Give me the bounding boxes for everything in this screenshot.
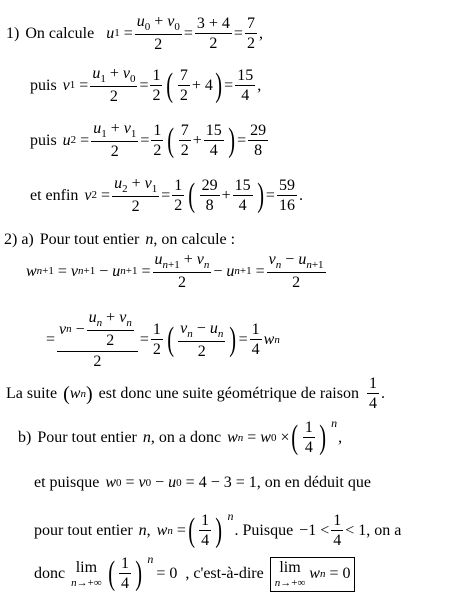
boxed-limit-result: lim n→+∞ w n = 0 (270, 557, 356, 592)
u2-equation: u 2 = $\frac{u_1 + v_1}{2}$ = $\frac{1}{2}$ ( $\frac{7}{2}$ + $\frac{15}{4}$ ) = $\frac{29}{8}$ (62, 120, 267, 160)
pour-tout-entier-text-2: Pour tout entier (37, 429, 137, 446)
puisque-text: . Puisque (234, 522, 294, 539)
line-et-puisque (0, 475, 371, 491)
et-enfin-text: et enfin (30, 186, 79, 204)
line-2b (0, 416, 343, 456)
line-wn1 (0, 252, 328, 291)
wn1-equation: w n+1 = v n+1 − u n+1 = $\frac{u_{n+1} + v_n}{2}$ − u n+1 = $\frac{v_n - u_{n+1}}{2}$ (26, 251, 324, 291)
n-variable-3: n (138, 522, 147, 539)
line-wn1-continued (0, 310, 280, 370)
n-variable: n (145, 231, 154, 248)
v1-equation: v 1 = $\frac{u_1 + v_0}{2}$ = $\frac{1}{2}$ ( $\frac{7}{2}$ + 4 ) = $\frac{15}{4}$ , (62, 65, 262, 105)
line-pour-tout: pour tout entier n , w n = ( $\frac{1}{4}$ ) n . Puisque −1 < $\frac{1}{4}$ < 1 , on a (34, 509, 402, 549)
part-2b-label: b) (18, 429, 32, 446)
pour-tout-entier-text: Pour tout entier (39, 231, 140, 248)
line-suite: La suite ( w n ) est donc une suite géométrique de raison $\frac{1}{4}$ . (6, 375, 385, 412)
pour-tout-entier-text-3: pour tout entier (34, 522, 133, 539)
donc-text: donc (34, 565, 66, 582)
line-2a-intro (0, 232, 235, 248)
wn1-continued-equation: = v n − $\frac{u_n + v_n}{2}$ 2 = $\frac{1}{2}$ ( $\frac{v_n - u_n}{2}$ ) = $\frac{1}{4}$ w n (46, 309, 280, 370)
et-puisque-text: et puisque (34, 474, 100, 491)
w0-equation: w 0 = v 0 − u 0 = 4 − 3 = 1 (105, 474, 257, 491)
on-calcule-text-2: , on calcule : (153, 231, 236, 248)
inequality: −1 < $\frac{1}{4}$ < 1 (299, 512, 367, 549)
line-u2 (0, 121, 270, 160)
suite-geometrique-text: est donc une suite géométrique de raison (98, 385, 359, 402)
on-a-donc-text: , on a donc (150, 429, 222, 446)
line-v2 (0, 176, 303, 215)
wn-sequence: ( w n ) (63, 383, 93, 405)
la-suite-text: La suite (6, 385, 58, 402)
on-calcule-text: On calcule (25, 24, 95, 42)
on-a-text: , on a (366, 522, 402, 539)
cest-a-dire-text: , c'est-à-dire (185, 565, 264, 582)
wn-formula: w n = w 0 × ( $\frac{1}{4}$ ) n , (227, 416, 343, 456)
n-variable-2: n (142, 429, 151, 446)
puis-text-2: puis (30, 131, 57, 149)
part-2a-number: 2) a) (4, 231, 34, 248)
raison-fraction: $\frac{1}{4}$ (368, 375, 377, 412)
u1-equation: u 1 = $\frac{u_0 + v_0}{2}$ = $\frac{3 + 4}{2}$ = $\frac{7}{2}$ , (106, 13, 263, 53)
line-donc-lim (0, 552, 355, 592)
part-1-number: 1) (6, 24, 20, 42)
v2-equation: v 2 = $\frac{u_2 + v_1}{2}$ = $\frac{1}{2}$ ( $\frac{29}{8}$ + $\frac{15}{4}$ ) = $\frac{59}{16}$ . (84, 175, 303, 215)
limit-expression: lim n→+∞ ( $\frac{1}{4}$ ) n = 0 (71, 552, 178, 592)
on-en-deduit-text: , on en déduit que (256, 474, 371, 491)
line-u1 (0, 14, 263, 53)
line-v1 (0, 66, 261, 105)
puis-text: puis (30, 76, 57, 94)
wn-explicit: w n = ( $\frac{1}{4}$ ) n (156, 509, 234, 549)
